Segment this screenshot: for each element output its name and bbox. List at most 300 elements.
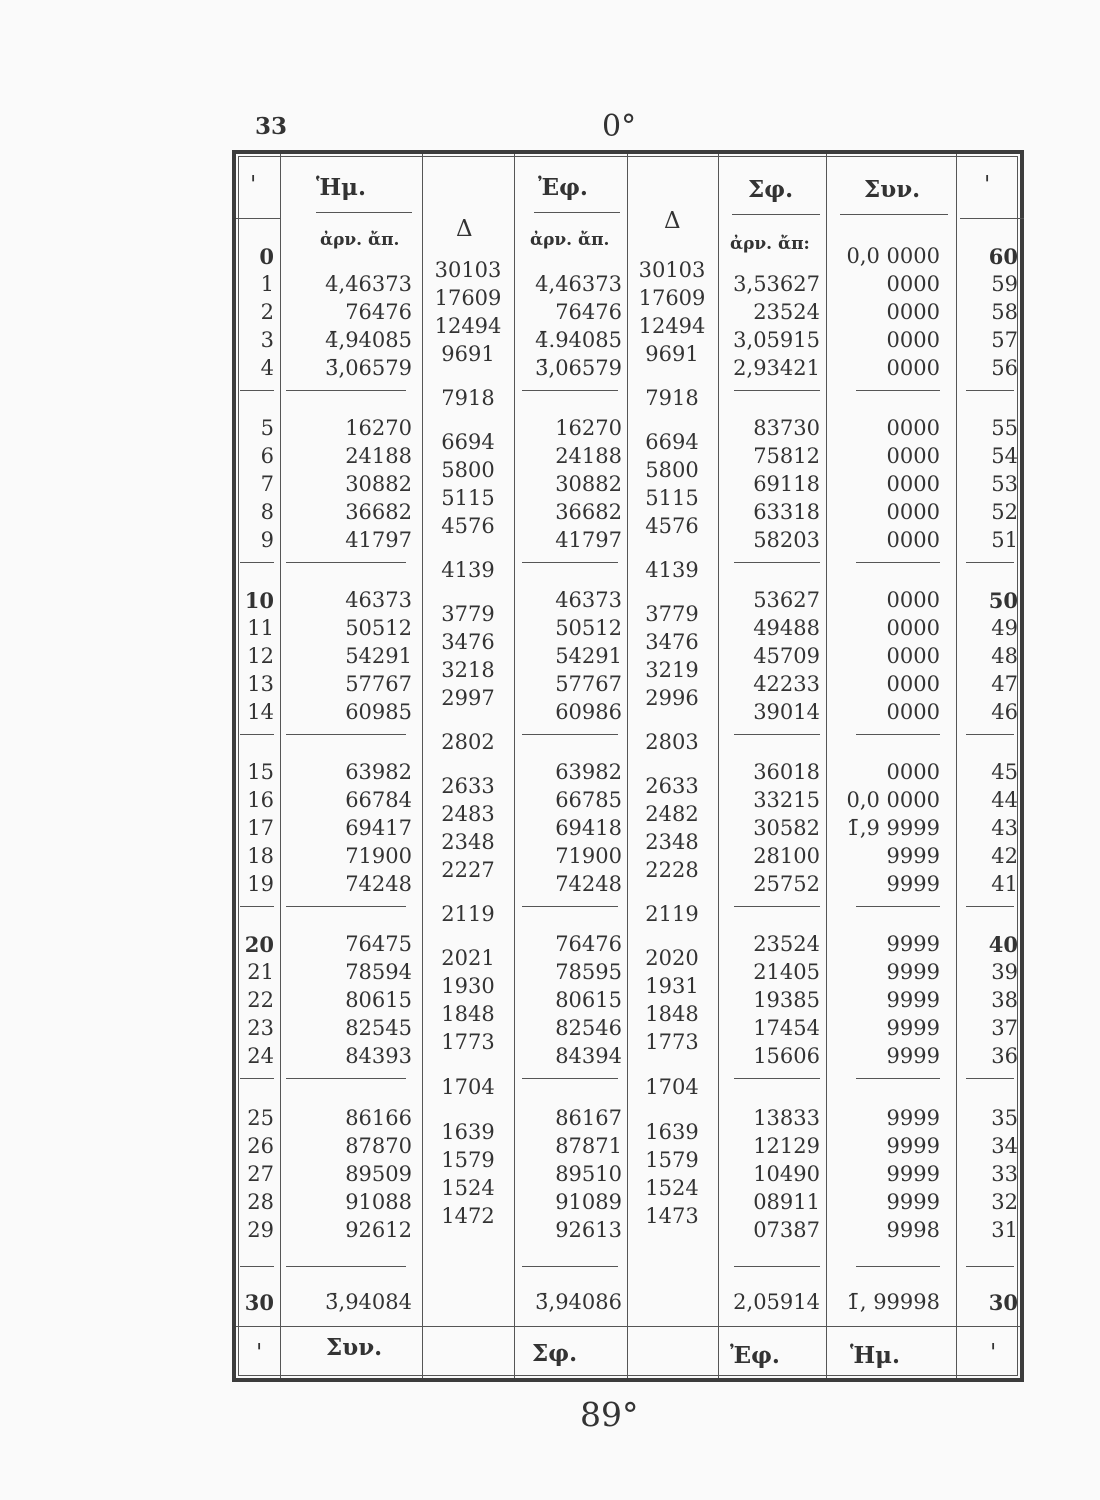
tan-cell: 76476 [555,932,622,956]
cos-cell: 9999 [886,1162,940,1186]
group-separator [240,1078,274,1079]
delta-tan-cell: 17609 [638,286,706,310]
tan-cell: 3̄,94086 [535,1290,622,1314]
tan-cell: 50512 [555,616,622,640]
cot-cell: 83730 [753,416,820,440]
cot-cell: 23524 [753,932,820,956]
delta-sin-cell: 30103 [434,258,502,282]
minute-cell: 26 [247,1134,274,1158]
header-tan: Ἐφ. [538,174,588,201]
minute-cell: 22 [247,988,274,1012]
group-separator [966,562,1014,563]
minute-right-cell: 31 [991,1218,1018,1242]
delta-tan-cell: 2228 [645,858,699,882]
cot-cell: 45709 [753,644,820,668]
delta-tan-cell: 12494 [638,314,706,338]
group-separator [734,906,820,907]
delta-tan-cell: 1473 [645,1204,699,1228]
group-separator [286,906,406,907]
tan-cell: 74248 [555,872,622,896]
minute-cell: 10 [244,588,274,613]
minute-right-cell: 56 [991,356,1018,380]
minute-right-cell: 59 [991,272,1018,296]
minute-cell: 20 [244,932,274,957]
delta-tan-cell: 2803 [645,730,699,754]
group-separator [966,390,1014,391]
minute-cell: 4 [260,356,274,380]
cot-cell: 58203 [753,528,820,552]
cos-cell: 0000 [886,300,940,324]
cos-cell: 0000 [886,472,940,496]
column-rule [826,154,827,1378]
cos-cell: 0000 [886,616,940,640]
tan-cell: 54291 [555,644,622,668]
delta-sin-cell: 1472 [441,1204,495,1228]
delta-tan-cell: 2482 [645,802,699,826]
footer-tan: Ἐφ. [730,1342,780,1369]
group-separator [286,562,406,563]
cos-cell: 0000 [886,588,940,612]
minute-cell: 18 [247,844,274,868]
column-rule [718,154,719,1378]
cot-cell: 63318 [753,500,820,524]
delta-sin-cell: 2119 [441,902,495,926]
sin-cell: 78594 [345,960,412,984]
minute-cell: 17 [247,816,274,840]
group-separator [966,906,1014,907]
delta-tan-cell: 1931 [645,974,699,998]
header-underline [316,212,412,213]
group-separator [240,906,274,907]
minute-cell: 27 [247,1162,274,1186]
sin-cell: 16270 [345,416,412,440]
cot-cell: 21405 [753,960,820,984]
delta-sin-cell: 2227 [441,858,495,882]
group-separator [240,1266,274,1267]
sin-cell: 91088 [345,1190,412,1214]
delta-tan-cell: 1579 [645,1148,699,1172]
minute-right-cell: 36 [991,1044,1018,1068]
delta-tan-cell: 4139 [645,558,699,582]
delta-sin-cell: 3218 [441,658,495,682]
minute-right-cell: 49 [991,616,1018,640]
cot-cell: 42233 [753,672,820,696]
cos-cell: 0000 [886,356,940,380]
group-separator [522,906,618,907]
tan-cell: 66785 [555,788,622,812]
delta-tan-cell: 3219 [645,658,699,682]
cot-cell: 23524 [753,300,820,324]
cos-cell: 0,0 0000 [846,788,940,812]
cos-cell: 0000 [886,416,940,440]
cos-cell: 0000 [886,272,940,296]
cos-cell: 0000 [886,700,940,724]
delta-sin-cell: 3779 [441,602,495,626]
delta-sin-cell: 1639 [441,1120,495,1144]
tan-cell: 57767 [555,672,622,696]
delta-sin-cell: 9691 [441,342,495,366]
header-delta-sin: Δ [456,216,473,242]
cos-cell: 0000 [886,500,940,524]
sin-cell: 3̄,94084 [325,1290,412,1314]
sin-cell: 4̄,94085 [325,328,412,352]
minute-right-cell: 45 [991,760,1018,784]
cot-cell: 15606 [753,1044,820,1068]
cos-cell: 0000 [886,328,940,352]
tan-cell: 86167 [555,1106,622,1130]
delta-sin-cell: 1930 [441,974,495,998]
sin-cell: 36682 [345,500,412,524]
group-separator [240,390,274,391]
group-separator [286,734,406,735]
cos-cell: 0000 [886,760,940,784]
minute-right-cell: 37 [991,1016,1018,1040]
group-separator [734,1078,820,1079]
group-separator [966,1078,1014,1079]
cot-cell: 13833 [753,1106,820,1130]
delta-tan-cell: 2348 [645,830,699,854]
cot-cell: 3,53627 [733,272,820,296]
tan-cell: 76476 [555,300,622,324]
cos-cell: 1̄, 99998 [846,1290,940,1314]
tan-cell: 91089 [555,1190,622,1214]
delta-tan-cell: 7918 [645,386,699,410]
delta-sin-cell: 1704 [441,1075,495,1099]
group-separator [522,1078,618,1079]
tan-cell: 60986 [555,700,622,724]
delta-tan-cell: 5800 [645,458,699,482]
sin-cell: 60985 [345,700,412,724]
minute-right-cell: 34 [991,1134,1018,1158]
cot-cell: 2,93421 [733,356,820,380]
delta-tan-cell: 2996 [645,686,699,710]
cos-cell: 9999 [886,988,940,1012]
footer-cos: Συν. [326,1334,383,1361]
sin-cell: 24188 [345,444,412,468]
minute-cell: 2 [260,300,274,324]
tan-cell: 92613 [555,1218,622,1242]
delta-sin-cell: 2348 [441,830,495,854]
minute-cell: 23 [247,1016,274,1040]
sin-cell: 80615 [345,988,412,1012]
cot-cell: 28100 [753,844,820,868]
minute-cell: 1 [260,272,274,296]
cos-cell: 9999 [886,1190,940,1214]
sin-cell: 30882 [345,472,412,496]
minute-right-cell: 50 [988,588,1018,613]
column-rule [422,154,423,1378]
delta-sin-cell: 2483 [441,802,495,826]
sin-cell: 87870 [345,1134,412,1158]
group-separator [522,562,618,563]
minute-right-cell: 33 [991,1162,1018,1186]
cos-cell: 9999 [886,960,940,984]
tan-cell: 30882 [555,472,622,496]
sin-cell: 54291 [345,644,412,668]
minute-right-cell: 44 [991,788,1018,812]
header-underline [236,218,280,219]
minute-cell: 15 [247,760,274,784]
tan-cell: 46373 [555,588,622,612]
minute-right-cell: 52 [991,500,1018,524]
delta-sin-cell: 17609 [434,286,502,310]
minute-right-cell: 57 [991,328,1018,352]
minute-right-cell: 40 [988,932,1018,957]
footer-minute: ' [256,1340,263,1366]
group-separator [856,734,940,735]
cos-cell: 9999 [886,932,940,956]
minute-cell: 25 [247,1106,274,1130]
tan-cell: 3̄,06579 [535,356,622,380]
delta-sin-cell: 5115 [441,486,495,510]
cot-cell: 39014 [753,700,820,724]
delta-sin-cell: 2021 [441,946,495,970]
cot-cell: 49488 [753,616,820,640]
group-separator [966,734,1014,735]
footer-rule [236,1326,1020,1327]
minute-cell: 29 [247,1218,274,1242]
header-underline [960,218,1024,219]
minute-cell: 14 [247,700,274,724]
cot-cell: 3,05915 [733,328,820,352]
tan-cell: 84394 [555,1044,622,1068]
minute-right-cell: 58 [991,300,1018,324]
minute-right-cell: 53 [991,472,1018,496]
cos-cell: 0000 [886,644,940,668]
footer-sin: Ἡμ. [850,1342,901,1369]
delta-sin-cell: 1579 [441,1148,495,1172]
tan-cell: 87871 [555,1134,622,1158]
delta-tan-cell: 2020 [645,946,699,970]
minute-cell: 0 [259,244,274,269]
minute-cell: 16 [247,788,274,812]
tan-cell: 80615 [555,988,622,1012]
delta-sin-cell: 4576 [441,514,495,538]
sin-cell: 66784 [345,788,412,812]
minute-right-cell: 60 [988,244,1018,269]
header-underline [840,214,948,215]
delta-tan-cell: 1773 [645,1030,699,1054]
delta-tan-cell: 1639 [645,1120,699,1144]
delta-sin-cell: 2802 [441,730,495,754]
subheader-tan: ἀρν. ἄπ. [530,230,610,250]
tan-cell: 16270 [555,416,622,440]
log-trig-table [232,150,1024,1382]
header-cos: Συν. [864,176,921,203]
minute-right-cell: 48 [991,644,1018,668]
delta-sin-cell: 5800 [441,458,495,482]
minute-right-cell: 55 [991,416,1018,440]
delta-tan-cell: 3476 [645,630,699,654]
tan-cell: 36682 [555,500,622,524]
group-separator [856,390,940,391]
tan-cell: 82546 [555,1016,622,1040]
tan-cell: 4,46373 [535,272,622,296]
delta-sin-cell: 12494 [434,314,502,338]
group-separator [286,1266,406,1267]
cot-cell: 19385 [753,988,820,1012]
minute-cell: 7 [260,472,274,496]
cos-cell: 1̄,9 9999 [846,816,940,840]
delta-sin-cell: 1773 [441,1030,495,1054]
group-separator [734,562,820,563]
cos-cell: 9998 [886,1218,940,1242]
minute-right-cell: 51 [991,528,1018,552]
cos-cell: 9999 [886,872,940,896]
delta-sin-cell: 1524 [441,1176,495,1200]
header-minute-right: ' [984,172,991,198]
tan-cell: 41797 [555,528,622,552]
minute-right-cell: 38 [991,988,1018,1012]
delta-tan-cell: 1848 [645,1002,699,1026]
minute-right-cell: 39 [991,960,1018,984]
sin-cell: 76475 [345,932,412,956]
delta-tan-cell: 5115 [645,486,699,510]
group-separator [856,906,940,907]
footer-cot: Σφ. [532,1340,578,1367]
sin-cell: 74248 [345,872,412,896]
cot-cell: 53627 [753,588,820,612]
group-separator [522,390,618,391]
column-rule [514,154,515,1378]
cos-cell: 0000 [886,528,940,552]
top-degree-heading: 0° [602,109,637,144]
tan-cell: 63982 [555,760,622,784]
column-rule [280,154,281,1378]
minute-right-cell: 41 [991,872,1018,896]
header-cot: Σφ. [748,176,794,203]
sin-cell: 82545 [345,1016,412,1040]
footer-minute-right: ' [990,1340,997,1366]
group-separator [734,734,820,735]
cot-cell: 33215 [753,788,820,812]
group-separator [522,734,618,735]
minute-cell: 9 [260,528,274,552]
sin-cell: 71900 [345,844,412,868]
minute-right-cell: 46 [991,700,1018,724]
subheader-sin: ἀρν. ἄπ. [320,230,400,250]
delta-sin-cell: 7918 [441,386,495,410]
sin-cell: 57767 [345,672,412,696]
sin-cell: 84393 [345,1044,412,1068]
bottom-degree-heading: 89° [580,1395,639,1434]
delta-sin-cell: 6694 [441,430,495,454]
group-separator [966,1266,1014,1267]
sin-cell: 86166 [345,1106,412,1130]
minute-cell: 19 [247,872,274,896]
cot-cell: 08911 [753,1190,820,1214]
subheader-cot: ἀρν. ἄπ: [730,234,810,254]
delta-sin-cell: 4139 [441,558,495,582]
minute-cell: 24 [247,1044,274,1068]
minute-cell: 8 [260,500,274,524]
group-separator [240,562,274,563]
delta-tan-cell: 1524 [645,1176,699,1200]
tan-cell: 69418 [555,816,622,840]
cos-cell: 9999 [886,844,940,868]
delta-tan-cell: 4576 [645,514,699,538]
minute-cell: 12 [247,644,274,668]
group-separator [286,1078,406,1079]
group-separator [286,390,406,391]
minute-right-cell: 47 [991,672,1018,696]
minute-right-cell: 54 [991,444,1018,468]
tan-cell: 78595 [555,960,622,984]
header-sin: Ἡμ. [316,174,367,201]
sin-cell: 69417 [345,816,412,840]
sin-cell: 41797 [345,528,412,552]
page-number: 33 [255,113,288,140]
minute-cell: 6 [260,444,274,468]
cot-cell: 25752 [753,872,820,896]
tan-cell: 89510 [555,1162,622,1186]
group-separator [856,562,940,563]
cot-cell: 30582 [753,816,820,840]
cot-cell: 12129 [753,1134,820,1158]
sin-cell: 76476 [345,300,412,324]
cos-cell: 9999 [886,1044,940,1068]
cos-cell: 0,0 0000 [846,244,940,268]
delta-tan-cell: 6694 [645,430,699,454]
delta-sin-cell: 1848 [441,1002,495,1026]
cot-cell: 36018 [753,760,820,784]
delta-tan-cell: 2119 [645,902,699,926]
tan-cell: 4̄.94085 [535,328,622,352]
sin-cell: 4,46373 [325,272,412,296]
cot-cell: 07387 [753,1218,820,1242]
cos-cell: 9999 [886,1016,940,1040]
minute-cell: 11 [247,616,274,640]
minute-right-cell: 30 [988,1290,1018,1315]
minute-right-cell: 42 [991,844,1018,868]
cot-cell: 69118 [753,472,820,496]
cos-cell: 0000 [886,672,940,696]
tan-cell: 24188 [555,444,622,468]
group-separator [734,1266,820,1267]
minute-cell: 13 [247,672,274,696]
sin-cell: 89509 [345,1162,412,1186]
sin-cell: 50512 [345,616,412,640]
delta-sin-cell: 2997 [441,686,495,710]
header-minute: ' [250,172,257,198]
delta-tan-cell: 3779 [645,602,699,626]
minute-right-cell: 43 [991,816,1018,840]
cot-cell: 2,05914 [733,1290,820,1314]
group-separator [734,390,820,391]
sin-cell: 92612 [345,1218,412,1242]
minute-right-cell: 35 [991,1106,1018,1130]
sin-cell: 63982 [345,760,412,784]
sin-cell: 3̄,06579 [325,356,412,380]
minute-right-cell: 32 [991,1190,1018,1214]
sin-cell: 46373 [345,588,412,612]
group-separator [240,734,274,735]
column-rule [956,154,957,1378]
delta-tan-cell: 30103 [638,258,706,282]
cos-cell: 9999 [886,1106,940,1130]
delta-sin-cell: 2633 [441,774,495,798]
header-underline [732,214,820,215]
group-separator [522,1266,618,1267]
minute-cell: 28 [247,1190,274,1214]
cos-cell: 9999 [886,1134,940,1158]
cot-cell: 75812 [753,444,820,468]
group-separator [856,1266,940,1267]
tan-cell: 71900 [555,844,622,868]
cot-cell: 10490 [753,1162,820,1186]
column-rule [627,154,628,1378]
delta-tan-cell: 1704 [645,1075,699,1099]
